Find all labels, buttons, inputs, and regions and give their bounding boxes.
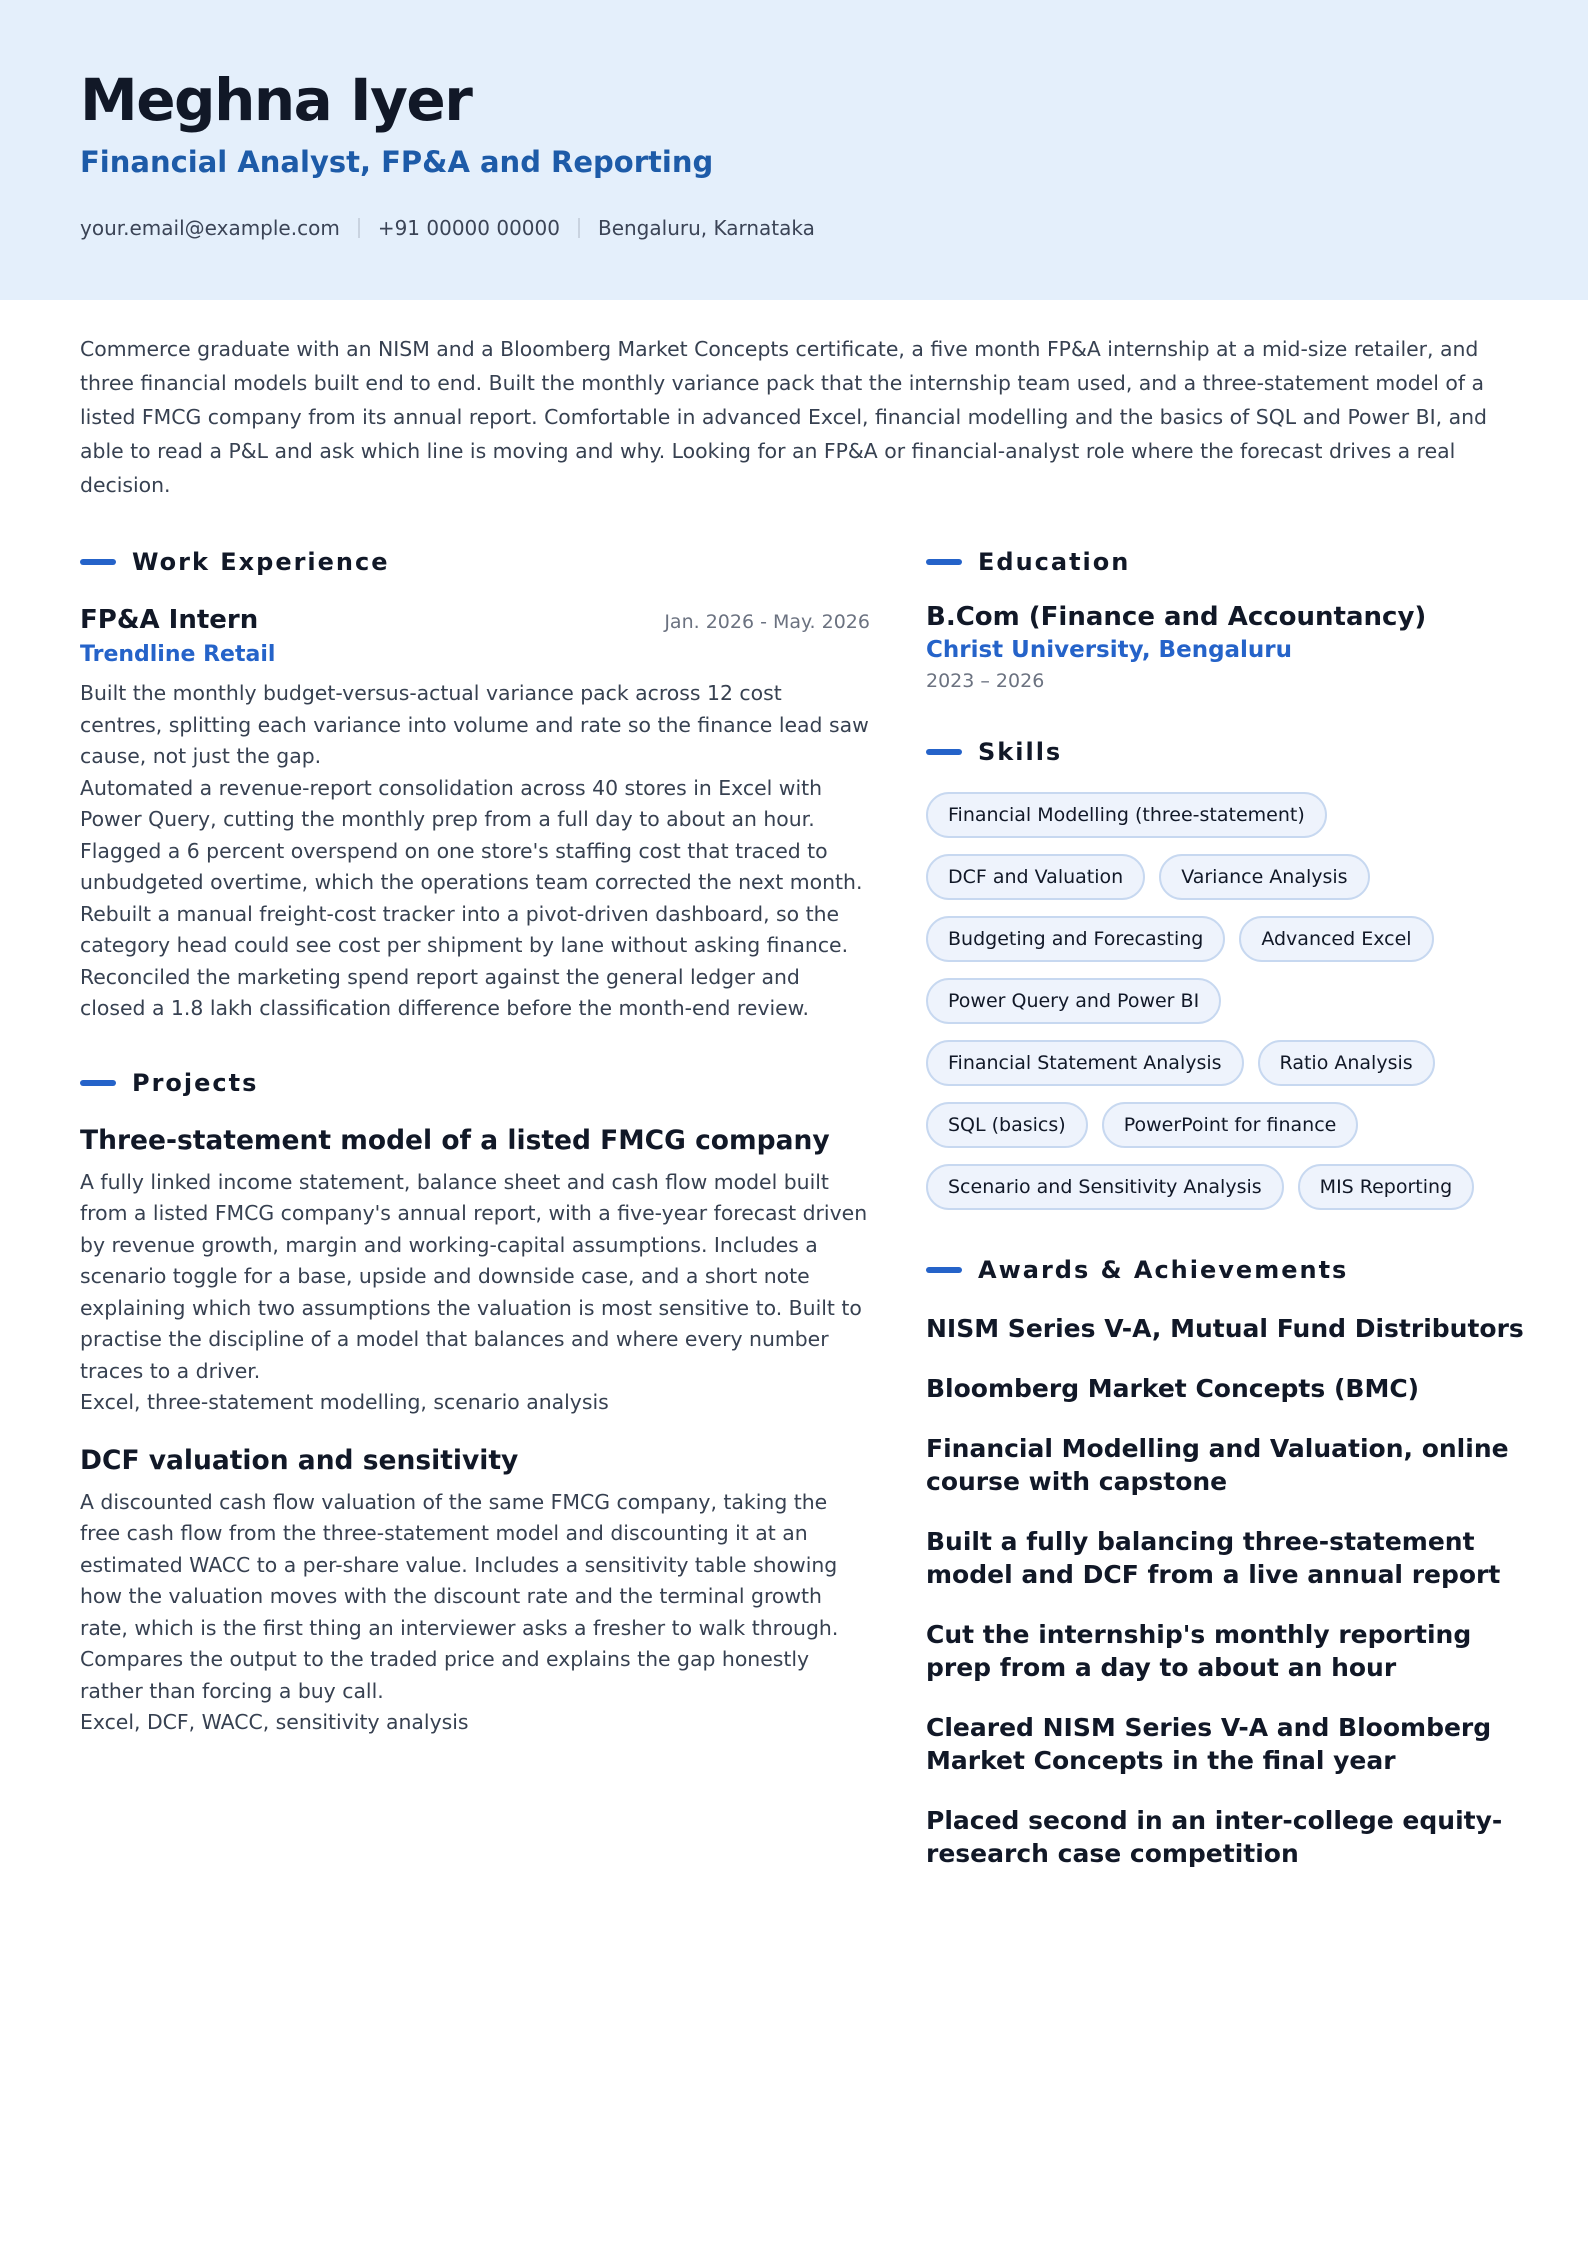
degree-name: B.Com (Finance and Accountancy): [926, 602, 1427, 632]
job-header: [80, 602, 870, 638]
job-bullets: [80, 678, 870, 1025]
skill-chip: PowerPoint for finance: [1102, 1102, 1359, 1148]
location-text: Bengaluru, Karnataka: [597, 216, 815, 240]
divider: [358, 218, 360, 238]
divider: [578, 218, 580, 238]
project-item: [80, 1441, 870, 1739]
awards-list: [926, 1312, 1526, 1870]
contact-line: [80, 212, 815, 244]
award-item: Placed second in an inter-college equity-research case competition: [926, 1806, 1503, 1868]
section-title: Skills: [978, 738, 1063, 766]
school-name: Christ University, Bengaluru: [926, 637, 1293, 663]
skills-list: [926, 792, 1526, 1226]
section-title: Education: [978, 548, 1131, 576]
job-bullet: Automated a revenue-report consolidation across 40 stores in Excel with Power Query, cutting the monthly prep from a full day to about an hour.: [80, 775, 823, 831]
skill-chip: MIS Reporting: [1298, 1164, 1474, 1210]
section-title: Awards & Achievements: [978, 1256, 1349, 1284]
award-item: Cut the internship's monthly reporting prep from a day to about an hour: [926, 1620, 1472, 1682]
company-name: Trendline Retail: [80, 642, 276, 667]
resume-header: [0, 0, 1588, 300]
right-column: [926, 540, 1526, 1897]
job-bullet: Rebuilt a manual freight-cost tracker into a pivot-driven dashboard, so the category head could see cost per shipment by lane without asking finance.: [80, 901, 849, 957]
skill-chip: DCF and Valuation: [926, 854, 1145, 900]
job-role: FP&A Intern: [80, 605, 259, 635]
awards-heading: [926, 1248, 1526, 1292]
candidate-name: Meghna Iyer: [80, 66, 472, 134]
projects-heading: [80, 1061, 870, 1105]
education-heading: [926, 540, 1526, 584]
award-item: Financial Modelling and Valuation, online course with capstone: [926, 1434, 1509, 1496]
job-title: Financial Analyst, FP&A and Reporting: [80, 145, 714, 179]
section-accent-bar: [80, 1080, 116, 1086]
skill-chip: Variance Analysis: [1159, 854, 1369, 900]
phone-text: +91 00000 00000: [377, 216, 560, 240]
section-accent-bar: [80, 559, 116, 565]
job-bullet: Flagged a 6 percent overspend on one store's staffing cost that traced to unbudgeted overtime, which the operations team corrected the next month.: [80, 838, 863, 894]
project-tech: Excel, three-statement modelling, scenario analysis: [80, 1390, 609, 1414]
skill-chip: Ratio Analysis: [1258, 1040, 1435, 1086]
skill-chip: Budgeting and Forecasting: [926, 916, 1225, 962]
job-dates: Jan. 2026 - May. 2026: [664, 611, 870, 633]
work-experience-heading: [80, 540, 870, 584]
skill-chip: Advanced Excel: [1239, 916, 1433, 962]
award-item: Cleared NISM Series V-A and Bloomberg Market Concepts in the final year: [926, 1713, 1492, 1775]
job-bullet: Reconciled the marketing spend report against the general ledger and closed a 1.8 lakh classification difference before the month-end review.: [80, 964, 809, 1020]
skill-chip: SQL (basics): [926, 1102, 1088, 1148]
award-item: NISM Series V-A, Mutual Fund Distributors: [926, 1314, 1524, 1343]
section-title: Projects: [132, 1068, 259, 1097]
project-description: A fully linked income statement, balance sheet and cash flow model built from a listed FMCG company's annual report, with a five-year forecast driven by revenue growth, margin and working-capital assumptions. Includes a scenario toggle for a base, upside and downside case, and a short note explaining which two assumptions the valuation is most sensitive to. Built to practise the discipline of a model that balances and where every number traces to a driver.: [80, 1169, 868, 1383]
project-tech: Excel, DCF, WACC, sensitivity analysis: [80, 1710, 469, 1734]
left-column: [80, 540, 870, 1739]
skills-heading: [926, 730, 1526, 774]
section-accent-bar: [926, 1267, 962, 1273]
skill-chip: Financial Statement Analysis: [926, 1040, 1244, 1086]
award-item: Bloomberg Market Concepts (BMC): [926, 1374, 1420, 1403]
skill-chip: Scenario and Sensitivity Analysis: [926, 1164, 1284, 1210]
section-accent-bar: [926, 559, 962, 565]
professional-summary: Commerce graduate with an NISM and a Bloomberg Market Concepts certificate, a five month FP&A internship at a mid-size retailer, and three financial models built end to end. Built the monthly variance pack that the internship team used, and a three-statement model of a listed FMCG company from its annual report. Comfortable in advanced Excel, financial modelling and the basics of SQL and Power BI, and able to read a P&L and ask which line is moving and why. Looking for an FP&A or financial-analyst role where the forecast drives a real decision.: [80, 337, 1487, 497]
award-item: Built a fully balancing three-statement model and DCF from a live annual report: [926, 1527, 1501, 1589]
section-title: Work Experience: [132, 548, 390, 576]
project-item: [80, 1121, 870, 1419]
skill-chip: Financial Modelling (three-statement): [926, 792, 1327, 838]
job-bullet: Built the monthly budget-versus-actual variance pack across 12 cost centres, splitting each variance into volume and rate so the finance lead saw cause, not just the gap.: [80, 681, 869, 768]
project-description: A discounted cash flow valuation of the same FMCG company, taking the free cash flow from the three-statement model and discounting it at an estimated WACC to a per-share value. Includes a sensitivity table showing how the valuation moves with the discount rate and the terminal growth rate, which is the first thing an interviewer asks a fresher to walk through. Compares the output to the traded price and explains the gap honestly rather than forcing a buy call.: [80, 1489, 839, 1703]
section-accent-bar: [926, 749, 962, 755]
project-title: Three-statement model of a listed FMCG company: [80, 1124, 830, 1156]
education-years: 2023 – 2026: [926, 670, 1045, 692]
email-text: your.email@example.com: [80, 216, 340, 240]
project-title: DCF valuation and sensitivity: [80, 1444, 519, 1476]
skill-chip: Power Query and Power BI: [926, 978, 1221, 1024]
